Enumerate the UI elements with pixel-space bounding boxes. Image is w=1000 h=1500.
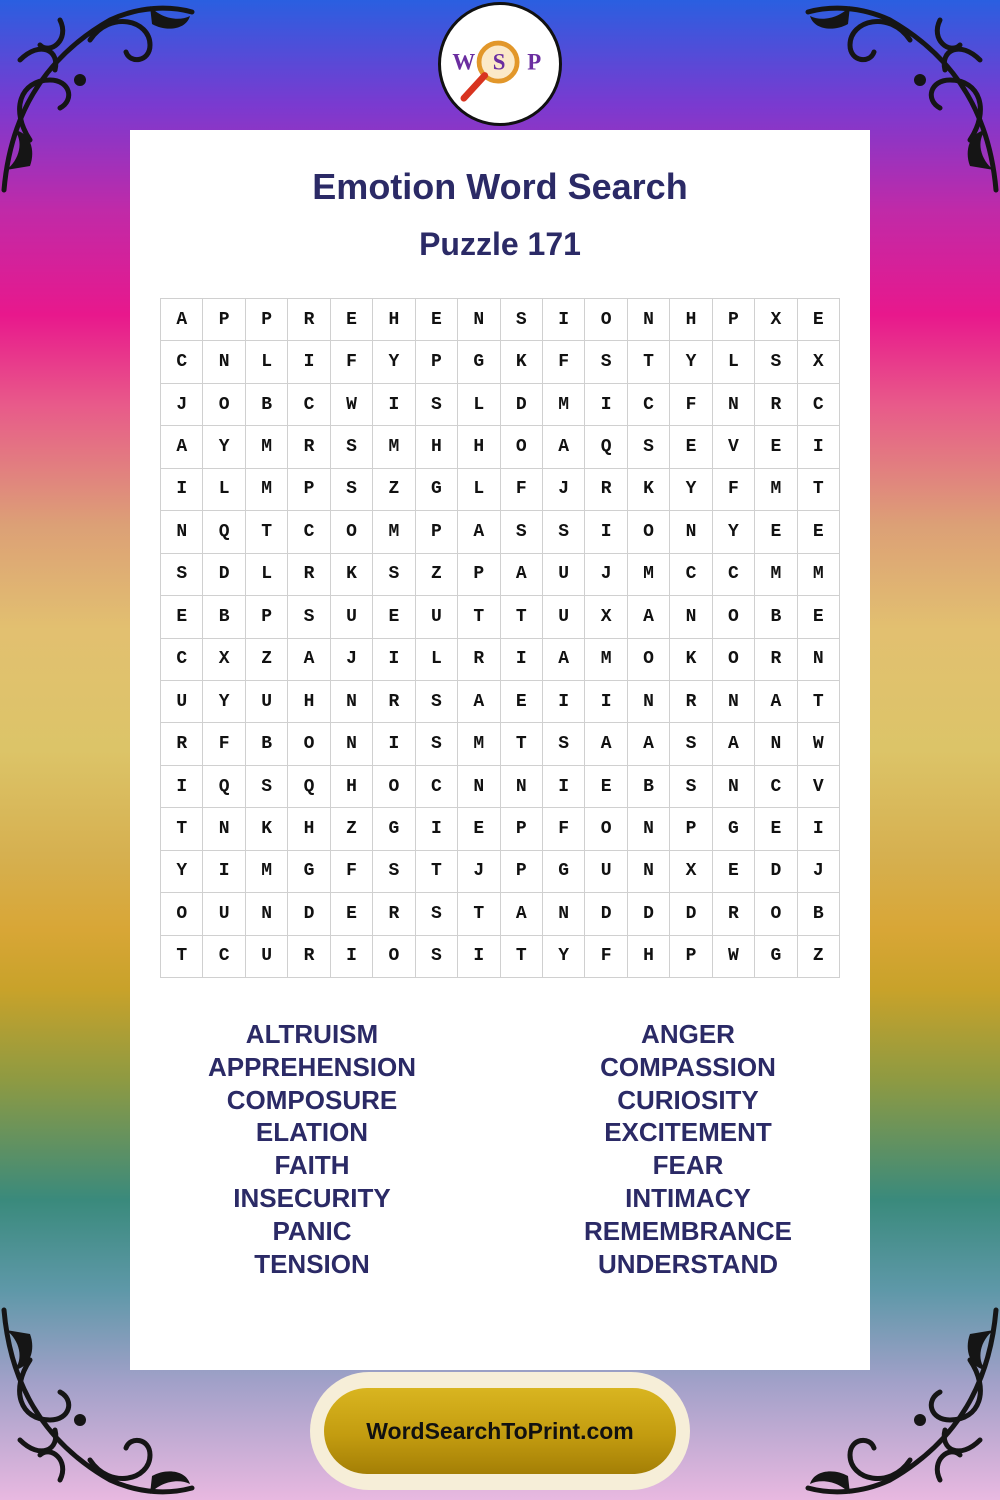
grid-cell[interactable]: E	[585, 766, 627, 808]
site-url: WordSearchToPrint.com	[366, 1417, 634, 1444]
grid-cell[interactable]: C	[288, 511, 330, 553]
grid-cell[interactable]: H	[331, 766, 373, 808]
grid-cell[interactable]: U	[585, 851, 627, 893]
grid-cell[interactable]: D	[670, 893, 712, 935]
grid-cell[interactable]: S	[543, 723, 585, 765]
grid-cell[interactable]: R	[373, 681, 415, 723]
grid-cell[interactable]: P	[670, 936, 712, 978]
grid-cell[interactable]: N	[203, 808, 245, 850]
grid-cell[interactable]: C	[161, 341, 203, 383]
grid-cell[interactable]: F	[203, 723, 245, 765]
grid-cell[interactable]: U	[331, 596, 373, 638]
grid-cell[interactable]: W	[713, 936, 755, 978]
grid-cell[interactable]: V	[713, 426, 755, 468]
grid-cell[interactable]: M	[798, 554, 840, 596]
grid-cell[interactable]: T	[798, 681, 840, 723]
word-list-item: APPREHENSION	[207, 1051, 417, 1082]
grid-cell[interactable]: O	[628, 511, 670, 553]
grid-cell[interactable]: E	[458, 808, 500, 850]
grid-cell[interactable]: A	[543, 639, 585, 681]
word-list-item: ANGER	[641, 1019, 735, 1049]
grid-cell[interactable]: F	[585, 936, 627, 978]
grid-cell[interactable]: N	[246, 893, 288, 935]
grid-cell[interactable]: L	[458, 469, 500, 511]
grid-cell[interactable]: J	[458, 851, 500, 893]
magnifier-icon	[441, 5, 559, 123]
grid-cell[interactable]: E	[755, 426, 797, 468]
grid-cell[interactable]: Q	[288, 766, 330, 808]
grid-cell[interactable]: U	[416, 596, 458, 638]
svg-text:S: S	[492, 49, 506, 75]
grid-cell[interactable]: P	[670, 808, 712, 850]
grid-cell[interactable]: N	[543, 893, 585, 935]
grid-cell[interactable]: Z	[331, 808, 373, 850]
grid-cell[interactable]: D	[501, 384, 543, 426]
grid-cell[interactable]: K	[670, 639, 712, 681]
grid-cell[interactable]: T	[501, 723, 543, 765]
grid-cell[interactable]: T	[628, 341, 670, 383]
grid-cell[interactable]: O	[373, 766, 415, 808]
grid-cell[interactable]: O	[288, 723, 330, 765]
grid-cell[interactable]: N	[203, 341, 245, 383]
grid-cell[interactable]: Y	[543, 936, 585, 978]
grid-cell[interactable]: F	[501, 469, 543, 511]
grid-cell[interactable]: A	[585, 723, 627, 765]
grid-cell[interactable]: S	[416, 936, 458, 978]
grid-cell[interactable]: X	[755, 299, 797, 341]
grid-cell[interactable]: H	[628, 936, 670, 978]
grid-cell[interactable]: C	[713, 554, 755, 596]
grid-cell[interactable]: R	[755, 639, 797, 681]
grid-cell[interactable]: T	[246, 511, 288, 553]
grid-cell[interactable]: J	[331, 639, 373, 681]
grid-cell[interactable]: N	[713, 766, 755, 808]
grid-cell[interactable]: D	[288, 893, 330, 935]
grid-cell[interactable]: D	[755, 851, 797, 893]
grid-cell[interactable]: O	[585, 808, 627, 850]
grid-cell[interactable]: E	[416, 299, 458, 341]
grid-cell[interactable]: I	[585, 681, 627, 723]
grid-cell[interactable]: N	[798, 639, 840, 681]
grid-cell[interactable]: S	[755, 341, 797, 383]
grid-cell[interactable]: S	[331, 426, 373, 468]
grid-cell[interactable]: S	[670, 766, 712, 808]
grid-cell[interactable]: R	[458, 639, 500, 681]
grid-cell[interactable]: F	[543, 808, 585, 850]
grid-cell[interactable]: M	[755, 469, 797, 511]
grid-cell[interactable]: S	[543, 511, 585, 553]
grid-cell[interactable]: O	[373, 936, 415, 978]
grid-cell[interactable]: T	[161, 808, 203, 850]
grid-cell[interactable]: D	[585, 893, 627, 935]
grid-cell[interactable]: Y	[713, 511, 755, 553]
grid-cell[interactable]: K	[628, 469, 670, 511]
grid-cell[interactable]: W	[331, 384, 373, 426]
grid-cell[interactable]: S	[585, 341, 627, 383]
grid-cell[interactable]: I	[543, 681, 585, 723]
grid-cell[interactable]: N	[628, 851, 670, 893]
word-list-item: COMPOSURE	[226, 1084, 398, 1115]
grid-cell[interactable]: I	[203, 851, 245, 893]
grid-cell[interactable]: N	[670, 511, 712, 553]
grid-cell[interactable]: T	[501, 936, 543, 978]
grid-cell[interactable]: N	[458, 299, 500, 341]
grid-cell[interactable]: S	[416, 681, 458, 723]
word-list-right-column	[538, 1018, 838, 1280]
footer-badge	[310, 1372, 690, 1490]
grid-cell[interactable]: I	[373, 723, 415, 765]
grid-cell[interactable]: N	[713, 681, 755, 723]
grid-cell[interactable]: T	[161, 936, 203, 978]
grid-cell[interactable]: C	[288, 384, 330, 426]
grid-cell[interactable]: P	[203, 299, 245, 341]
grid-cell[interactable]: O	[713, 639, 755, 681]
grid-cell[interactable]: Y	[670, 469, 712, 511]
grid-cell[interactable]: M	[628, 554, 670, 596]
grid-cell[interactable]: M	[246, 426, 288, 468]
grid-cell[interactable]: R	[713, 893, 755, 935]
grid-cell[interactable]: G	[713, 808, 755, 850]
grid-cell[interactable]: S	[373, 554, 415, 596]
grid-cell[interactable]: E	[373, 596, 415, 638]
grid-cell[interactable]: I	[331, 936, 373, 978]
grid-cell[interactable]: R	[161, 723, 203, 765]
grid-cell[interactable]: P	[713, 299, 755, 341]
grid-cell[interactable]: M	[458, 723, 500, 765]
grid-cell[interactable]: G	[458, 341, 500, 383]
grid-cell[interactable]: G	[543, 851, 585, 893]
grid-cell[interactable]: Q	[203, 766, 245, 808]
grid-cell[interactable]: I	[416, 808, 458, 850]
grid-cell[interactable]: N	[628, 681, 670, 723]
word-list-left-column	[162, 1018, 462, 1280]
grid-cell[interactable]: X	[203, 639, 245, 681]
grid-cell[interactable]: M	[246, 469, 288, 511]
grid-cell[interactable]: J	[798, 851, 840, 893]
grid-cell[interactable]: F	[713, 469, 755, 511]
grid-cell[interactable]: I	[798, 426, 840, 468]
grid-cell[interactable]: A	[628, 723, 670, 765]
grid-cell[interactable]: R	[670, 681, 712, 723]
grid-cell[interactable]: R	[288, 554, 330, 596]
word-list-item: REMEMBRANCE	[584, 1215, 792, 1246]
grid-cell[interactable]: A	[501, 554, 543, 596]
grid-cell[interactable]: N	[458, 766, 500, 808]
wsp-logo	[438, 2, 562, 126]
grid-cell[interactable]: N	[331, 681, 373, 723]
grid-cell[interactable]: N	[755, 723, 797, 765]
grid-cell[interactable]: T	[798, 469, 840, 511]
grid-cell[interactable]: I	[373, 384, 415, 426]
grid-cell[interactable]: X	[585, 596, 627, 638]
grid-cell[interactable]: T	[501, 596, 543, 638]
grid-cell[interactable]: Y	[203, 681, 245, 723]
grid-cell[interactable]: K	[246, 808, 288, 850]
grid-cell[interactable]: O	[713, 596, 755, 638]
grid-cell[interactable]: E	[331, 299, 373, 341]
grid-cell[interactable]: A	[501, 893, 543, 935]
word-list-item: ALTRUISM	[245, 1019, 379, 1049]
grid-cell[interactable]: H	[670, 299, 712, 341]
grid-cell[interactable]: I	[798, 808, 840, 850]
grid-cell[interactable]: I	[585, 511, 627, 553]
grid-cell[interactable]: L	[416, 639, 458, 681]
grid-cell[interactable]: N	[501, 766, 543, 808]
grid-cell[interactable]: N	[161, 511, 203, 553]
grid-cell[interactable]: S	[331, 469, 373, 511]
grid-cell[interactable]: F	[670, 384, 712, 426]
grid-cell[interactable]: I	[543, 299, 585, 341]
grid-cell[interactable]: I	[585, 384, 627, 426]
grid-cell[interactable]: N	[670, 596, 712, 638]
grid-cell[interactable]: P	[416, 341, 458, 383]
grid-cell[interactable]: F	[331, 341, 373, 383]
word-list-item: CURIOSITY	[617, 1084, 759, 1115]
grid-cell[interactable]: H	[416, 426, 458, 468]
page-title: Emotion Word Search	[312, 166, 688, 207]
grid-cell[interactable]: B	[628, 766, 670, 808]
grid-cell[interactable]: S	[416, 384, 458, 426]
grid-cell[interactable]: Y	[670, 341, 712, 383]
grid-cell[interactable]: U	[246, 936, 288, 978]
grid-cell[interactable]: E	[670, 426, 712, 468]
grid-cell[interactable]: K	[501, 341, 543, 383]
grid-cell[interactable]: B	[755, 596, 797, 638]
grid-cell[interactable]: O	[161, 893, 203, 935]
grid-cell[interactable]: B	[246, 723, 288, 765]
grid-cell[interactable]: F	[331, 851, 373, 893]
word-list-item: UNDERSTAND	[597, 1248, 779, 1279]
grid-cell[interactable]: P	[458, 554, 500, 596]
grid-cell[interactable]: Y	[203, 426, 245, 468]
grid-cell[interactable]: I	[161, 766, 203, 808]
grid-cell[interactable]: S	[373, 851, 415, 893]
grid-cell[interactable]: C	[203, 936, 245, 978]
grid-cell[interactable]: B	[246, 384, 288, 426]
letter-grid	[160, 298, 840, 978]
grid-cell[interactable]: L	[458, 384, 500, 426]
word-list-item: EXCITEMENT	[604, 1117, 772, 1148]
grid-cell[interactable]: G	[755, 936, 797, 978]
grid-cell[interactable]: P	[246, 596, 288, 638]
grid-cell[interactable]: O	[755, 893, 797, 935]
grid-cell[interactable]: L	[246, 341, 288, 383]
grid-cell[interactable]: O	[628, 639, 670, 681]
grid-cell[interactable]: Y	[373, 341, 415, 383]
grid-cell[interactable]: E	[755, 511, 797, 553]
grid-cell[interactable]: U	[161, 681, 203, 723]
grid-cell[interactable]: C	[416, 766, 458, 808]
grid-cell[interactable]: H	[373, 299, 415, 341]
grid-cell[interactable]: U	[203, 893, 245, 935]
grid-cell[interactable]: J	[161, 384, 203, 426]
grid-cell[interactable]: M	[246, 851, 288, 893]
grid-cell[interactable]: S	[670, 723, 712, 765]
grid-cell[interactable]: S	[416, 723, 458, 765]
grid-cell[interactable]: I	[501, 639, 543, 681]
grid-cell[interactable]: N	[331, 723, 373, 765]
grid-cell[interactable]: Q	[585, 426, 627, 468]
grid-cell[interactable]: P	[288, 469, 330, 511]
word-list-item: FAITH	[274, 1150, 350, 1181]
grid-cell[interactable]: E	[331, 893, 373, 935]
word-list-item: ELATION	[255, 1117, 369, 1148]
grid-cell[interactable]: U	[543, 596, 585, 638]
grid-cell[interactable]: E	[798, 511, 840, 553]
grid-cell[interactable]: I	[288, 341, 330, 383]
grid-cell[interactable]: S	[288, 596, 330, 638]
grid-cell[interactable]: H	[458, 426, 500, 468]
grid-cell[interactable]: R	[288, 936, 330, 978]
grid-cell[interactable]: M	[755, 554, 797, 596]
grid-cell[interactable]: O	[501, 426, 543, 468]
word-list-item: INTIMACY	[625, 1182, 751, 1213]
grid-cell[interactable]: A	[161, 299, 203, 341]
grid-cell[interactable]: X	[670, 851, 712, 893]
grid-cell[interactable]: R	[288, 299, 330, 341]
grid-cell[interactable]: Y	[161, 851, 203, 893]
word-list-item: COMPASSION	[600, 1051, 776, 1082]
grid-cell[interactable]: A	[458, 511, 500, 553]
word-list-item: PANIC	[272, 1215, 352, 1246]
grid-cell[interactable]: F	[543, 341, 585, 383]
grid-cell[interactable]: S	[501, 511, 543, 553]
grid-cell[interactable]: C	[161, 639, 203, 681]
svg-text:P: P	[527, 49, 542, 75]
grid-cell[interactable]: D	[628, 893, 670, 935]
grid-cell[interactable]: D	[203, 554, 245, 596]
grid-cell[interactable]: C	[755, 766, 797, 808]
puzzle-panel	[130, 130, 870, 1370]
svg-text:W: W	[452, 49, 476, 75]
grid-cell[interactable]: A	[713, 723, 755, 765]
grid-cell[interactable]: E	[713, 851, 755, 893]
grid-cell[interactable]: E	[161, 596, 203, 638]
grid-cell[interactable]: C	[628, 384, 670, 426]
grid-cell[interactable]: B	[203, 596, 245, 638]
grid-cell[interactable]: Z	[246, 639, 288, 681]
grid-cell[interactable]: T	[458, 893, 500, 935]
grid-cell[interactable]: E	[755, 808, 797, 850]
grid-cell[interactable]: I	[161, 469, 203, 511]
grid-cell[interactable]: S	[161, 554, 203, 596]
grid-cell[interactable]: P	[501, 808, 543, 850]
grid-cell[interactable]: S	[246, 766, 288, 808]
grid-cell[interactable]: H	[288, 681, 330, 723]
word-list-item: FEAR	[652, 1150, 724, 1181]
grid-cell[interactable]: W	[798, 723, 840, 765]
grid-cell[interactable]: A	[288, 639, 330, 681]
grid-cell[interactable]: L	[246, 554, 288, 596]
word-list	[130, 1018, 870, 1288]
grid-cell[interactable]: L	[713, 341, 755, 383]
grid-cell[interactable]: Z	[416, 554, 458, 596]
grid-cell[interactable]: J	[585, 554, 627, 596]
grid-cell[interactable]: C	[670, 554, 712, 596]
puzzle-number: Puzzle 171	[419, 226, 581, 262]
grid-cell[interactable]: P	[501, 851, 543, 893]
grid-cell[interactable]: A	[458, 681, 500, 723]
grid-cell[interactable]: G	[416, 469, 458, 511]
grid-cell[interactable]: M	[585, 639, 627, 681]
grid-cell[interactable]: A	[755, 681, 797, 723]
grid-cell[interactable]: I	[458, 936, 500, 978]
grid-cell[interactable]: A	[543, 426, 585, 468]
grid-cell[interactable]: Z	[373, 469, 415, 511]
word-list-item: INSECURITY	[233, 1182, 391, 1213]
grid-cell[interactable]: M	[373, 426, 415, 468]
grid-cell[interactable]: P	[416, 511, 458, 553]
grid-cell[interactable]: O	[331, 511, 373, 553]
grid-cell[interactable]: S	[416, 893, 458, 935]
grid-cell[interactable]: B	[798, 893, 840, 935]
grid-cell[interactable]: N	[713, 384, 755, 426]
grid-cell[interactable]: T	[458, 596, 500, 638]
grid-cell[interactable]: R	[373, 893, 415, 935]
grid-cell[interactable]: I	[373, 639, 415, 681]
grid-cell[interactable]: A	[628, 596, 670, 638]
grid-cell[interactable]: G	[288, 851, 330, 893]
grid-cell[interactable]: E	[798, 596, 840, 638]
grid-cell[interactable]: Q	[203, 511, 245, 553]
grid-cell[interactable]: O	[203, 384, 245, 426]
grid-cell[interactable]: U	[246, 681, 288, 723]
grid-cell[interactable]: I	[543, 766, 585, 808]
grid-cell[interactable]: L	[203, 469, 245, 511]
grid-cell[interactable]: R	[755, 384, 797, 426]
word-list-item: TENSION	[254, 1248, 370, 1279]
grid-cell[interactable]: J	[543, 469, 585, 511]
grid-cell[interactable]: P	[246, 299, 288, 341]
grid-cell[interactable]: H	[288, 808, 330, 850]
grid-cell[interactable]: E	[798, 299, 840, 341]
grid-cell[interactable]: U	[543, 554, 585, 596]
grid-cell[interactable]: T	[416, 851, 458, 893]
grid-cell[interactable]: O	[585, 299, 627, 341]
footer-button[interactable]	[324, 1388, 676, 1474]
grid-cell[interactable]: N	[628, 808, 670, 850]
grid-cell[interactable]: Z	[798, 936, 840, 978]
grid-cell[interactable]: M	[373, 511, 415, 553]
grid-cell[interactable]: R	[288, 426, 330, 468]
grid-cell[interactable]: V	[798, 766, 840, 808]
grid-cell[interactable]: S	[628, 426, 670, 468]
grid-cell[interactable]: M	[543, 384, 585, 426]
grid-cell[interactable]: S	[501, 299, 543, 341]
grid-cell[interactable]: X	[798, 341, 840, 383]
grid-cell[interactable]: N	[628, 299, 670, 341]
grid-cell[interactable]: R	[585, 469, 627, 511]
grid-cell[interactable]: A	[161, 426, 203, 468]
grid-cell[interactable]: K	[331, 554, 373, 596]
grid-cell[interactable]: E	[501, 681, 543, 723]
grid-cell[interactable]: G	[373, 808, 415, 850]
grid-cell[interactable]: C	[798, 384, 840, 426]
